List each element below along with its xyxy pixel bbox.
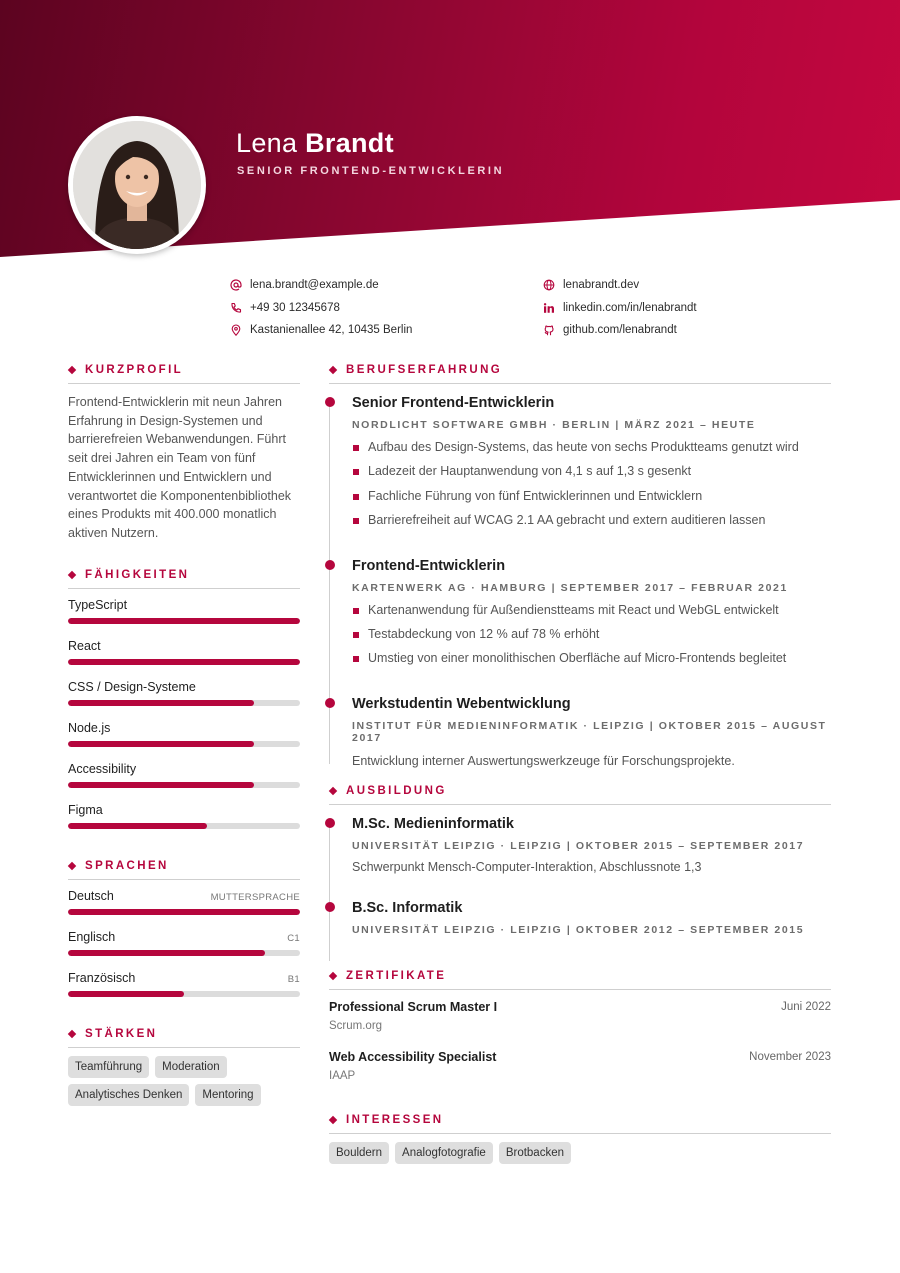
language-item: [68, 962, 300, 1003]
interest-tags: [329, 1142, 831, 1170]
job-meta: NORDLICHT SOFTWARE GMBH · BERLIN | MÄRZ 2021 – HEUTE: [352, 419, 756, 431]
skill-item: [68, 589, 300, 630]
language-bar-fill: [68, 991, 184, 997]
skills-section: [68, 569, 300, 835]
job-entry: [352, 696, 831, 768]
strength-tags: [68, 1056, 300, 1112]
skill-item: [68, 630, 300, 671]
candidate-name: [236, 128, 394, 159]
job-meta: KARTENWERK AG · HAMBURG | SEPTEMBER 2017 – FEBRUAR 2021: [352, 581, 788, 594]
skill-label: Accessibility: [68, 762, 137, 776]
skill-item: [68, 671, 300, 712]
language-label: Französisch: [68, 971, 136, 985]
interests-section: [329, 1114, 831, 1170]
skill-bar-fill: [68, 782, 254, 788]
section-heading: ZERTIFIKATE: [329, 970, 831, 990]
linkedin-text: linkedin.com/in/lenabrandt: [563, 301, 697, 314]
skill-item: [68, 794, 300, 835]
experience-timeline: [329, 395, 831, 768]
languages-section: [68, 860, 300, 1003]
language-item: [68, 921, 300, 962]
skill-bar-fill: [68, 659, 300, 665]
degree-description: Schwerpunkt Mensch-Computer-Interaktion, Abschlussnote 1,3: [352, 860, 702, 874]
language-bar: [68, 909, 300, 915]
phone-text: +49 30 12345678: [250, 301, 340, 314]
skills-list: [68, 589, 300, 835]
job-bullet: Testabdeckung von 12 % auf 78 % erhöht: [352, 627, 831, 651]
github-icon: [543, 324, 555, 336]
diamond-icon: [329, 787, 337, 795]
certificate-date: Juni 2022: [781, 1001, 831, 1013]
certificate-issuer: IAAP: [329, 1070, 356, 1082]
skill-bar-fill: [68, 618, 300, 624]
education-entry: [352, 900, 831, 936]
job-role: SENIOR FRONTEND-ENTWICKLERIN: [237, 165, 505, 177]
language-bar: [68, 950, 300, 956]
skill-bar: [68, 782, 300, 788]
section-heading: SPRACHEN: [68, 860, 300, 880]
skill-item: [68, 753, 300, 794]
skill-bar: [68, 741, 300, 747]
skill-label: Node.js: [68, 721, 111, 735]
strength-tag: Teamführung: [68, 1056, 149, 1078]
language-level: C1: [287, 933, 300, 944]
degree-meta: UNIVERSITÄT LEIPZIG · LEIPZIG | OKTOBER 2015 – SEPTEMBER 2017: [352, 840, 805, 852]
job-title: Senior Frontend-Entwicklerin: [352, 395, 555, 411]
experience-section: [329, 364, 831, 768]
phone-icon: [230, 302, 242, 314]
diamond-icon: [68, 366, 76, 374]
skill-label: CSS / Design-Systeme: [68, 680, 196, 694]
skill-bar: [68, 659, 300, 665]
contact-github[interactable]: [543, 319, 697, 342]
address-text: Kastanienallee 42, 10435 Berlin: [250, 324, 413, 337]
contact-website[interactable]: [543, 274, 697, 297]
languages-list: [68, 880, 300, 1003]
profile-text: Frontend-Entwicklerin mit neun Jahren Erfahrung in Design-Systemen und barrierefreien Webanwendungen. Führt seit drei Jahren ein Team von fünf Entwicklerinnen und Entwicklern und verantwortet die Komponentenbibliothek eines Produkts mit 400.000 monatlich aktiven Nutzern.: [68, 395, 292, 540]
language-bar-fill: [68, 909, 300, 915]
strength-tag: Mentoring: [195, 1084, 260, 1106]
strength-tag: Moderation: [155, 1056, 227, 1078]
contact-address: [230, 319, 412, 342]
strength-tag: Analytisches Denken: [68, 1084, 189, 1106]
location-pin-icon: [230, 324, 242, 336]
language-level: B1: [287, 974, 300, 985]
job-bullet: Barrierefreiheit auf WCAG 2.1 AA gebracht und extern auditieren lassen: [352, 513, 831, 537]
job-bullet: Umstieg von einer monolithischen Oberfläche auf Micro-Frontends begleitet: [352, 651, 831, 675]
language-level: MUTTERSPRACHE: [210, 892, 300, 903]
profile-photo: [73, 121, 201, 249]
timeline-line: [329, 400, 330, 764]
language-label: Englisch: [68, 930, 116, 944]
job-entry: [352, 395, 831, 538]
degree-title: B.Sc. Informatik: [352, 900, 463, 916]
skill-bar-fill: [68, 741, 254, 747]
contact-phone[interactable]: [230, 297, 412, 320]
job-bullet: Aufbau des Design-Systems, das heute von sechs Produktteams genutzt wird: [352, 440, 831, 464]
at-icon: [230, 279, 242, 291]
timeline-line: [329, 821, 330, 961]
linkedin-icon: [543, 302, 555, 314]
skill-bar-fill: [68, 823, 207, 829]
job-meta: INSTITUT FÜR MEDIENINFORMATIK · LEIPZIG | OKTOBER 2015 – AUGUST 2017: [352, 719, 827, 744]
degree-meta: UNIVERSITÄT LEIPZIG · LEIPZIG | OKTOBER 2012 – SEPTEMBER 2015: [352, 924, 805, 936]
skill-label: Figma: [68, 803, 103, 817]
timeline-dot: [325, 818, 335, 828]
section-heading: INTERESSEN: [329, 1114, 831, 1134]
timeline-dot: [325, 397, 335, 407]
section-heading: KURZPROFIL: [68, 364, 300, 384]
first-name: Lena: [236, 128, 298, 158]
avatar: [68, 116, 206, 254]
job-title: Werkstudentin Webentwicklung: [352, 695, 571, 712]
education-entry: [352, 816, 831, 874]
certificate-item: [329, 996, 831, 1046]
section-heading: STÄRKEN: [68, 1028, 300, 1048]
section-heading: FÄHIGKEITEN: [68, 569, 300, 589]
certificate-item: [329, 1046, 831, 1096]
job-bullets: [352, 603, 831, 676]
skill-bar: [68, 618, 300, 624]
education-timeline: [329, 816, 831, 936]
last-name: Brandt: [305, 128, 394, 158]
diamond-icon: [329, 1116, 337, 1124]
github-text: github.com/lenabrandt: [563, 324, 677, 337]
section-heading: BERUFSERFAHRUNG: [329, 364, 831, 384]
diamond-icon: [329, 366, 337, 374]
timeline-dot: [325, 560, 335, 570]
strengths-section: [68, 1028, 300, 1112]
diamond-icon: [68, 862, 76, 870]
diamond-icon: [329, 972, 337, 980]
job-description: Entwicklung interner Auswertungswerkzeuge für Forschungsprojekte.: [352, 753, 735, 768]
timeline-dot: [325, 698, 335, 708]
job-entry: [352, 558, 831, 676]
certificate-list: [329, 996, 831, 1096]
certificate-name: Web Accessibility Specialist: [329, 1050, 497, 1064]
job-bullet: Fachliche Führung von fünf Entwicklerinnen und Entwicklern: [352, 489, 831, 513]
globe-icon: [543, 279, 555, 291]
language-item: [68, 880, 300, 921]
certificates-section: [329, 970, 831, 1096]
certificate-date: November 2023: [749, 1051, 831, 1063]
contact-email[interactable]: [230, 274, 412, 297]
diamond-icon: [68, 571, 76, 579]
skill-label: React: [68, 639, 101, 653]
certificate-name: Professional Scrum Master I: [329, 1000, 498, 1014]
skill-bar: [68, 700, 300, 706]
section-heading: AUSBILDUNG: [329, 785, 831, 805]
education-section: [329, 785, 831, 936]
contact-linkedin[interactable]: [543, 297, 697, 320]
diamond-icon: [68, 1030, 76, 1038]
skill-label: TypeScript: [68, 598, 128, 612]
interest-tag: Brotbacken: [499, 1142, 571, 1164]
job-title: Frontend-Entwicklerin: [352, 557, 506, 574]
job-bullet: Kartenanwendung für Außendienstteams mit React und WebGL entwickelt: [352, 603, 831, 627]
certificate-issuer: Scrum.org: [329, 1020, 383, 1032]
contact-list-right: [543, 274, 697, 342]
skill-item: [68, 712, 300, 753]
email-text: lena.brandt@example.de: [250, 279, 379, 292]
interest-tag: Analogfotografie: [395, 1142, 493, 1164]
job-bullet: Ladezeit der Hauptanwendung von 4,1 s auf 1,3 s gesenkt: [352, 464, 831, 488]
language-label: Deutsch: [68, 889, 114, 903]
language-bar-fill: [68, 950, 265, 956]
degree-title: M.Sc. Medieninformatik: [352, 816, 514, 832]
job-bullets: [352, 440, 831, 538]
skill-bar-fill: [68, 700, 254, 706]
contact-list-left: [230, 274, 412, 342]
profile-section: [68, 364, 300, 543]
website-text: lenabrandt.dev: [563, 279, 640, 292]
skill-bar: [68, 823, 300, 829]
timeline-dot: [325, 902, 335, 912]
interest-tag: Bouldern: [329, 1142, 389, 1164]
language-bar: [68, 991, 300, 997]
